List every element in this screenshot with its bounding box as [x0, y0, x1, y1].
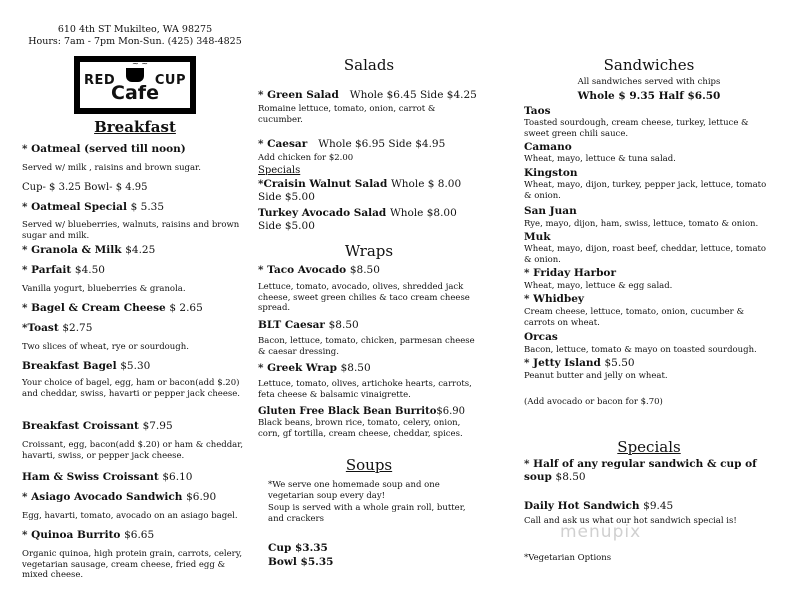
blt-caesar-item: BLT Caesar $8.50 [258, 319, 359, 331]
soup-bowl: Bowl $5.35 [268, 556, 334, 568]
addon-note: (Add avocado or bacon for $.70) [524, 397, 663, 407]
soup-cup: Cup $3.35 [268, 542, 328, 554]
croissant-item: Breakfast Croissant $7.95 [22, 420, 173, 432]
orcas-desc: Bacon, lettuce, tomato & mayo on toasted sourdough. [524, 345, 757, 355]
sandwiches-subtitle: All sandwiches served with chips [577, 77, 721, 87]
daily-hot-desc: Call and ask us what our hot sandwich special is! [524, 516, 737, 526]
column-breakfast [22, 0, 248, 580]
friday-harbor-desc: Wheat, mayo, lettuce & egg salad. [524, 281, 673, 291]
daily-hot-item: Daily Hot Sandwich $9.45 [524, 500, 674, 512]
parfait-desc: Vanilla yogurt, blueberries & granola. [22, 284, 186, 294]
salads-heading: Salads [343, 56, 395, 74]
kingston-desc: Wheat, mayo, dijon, turkey, pepper jack, lettuce, tomato & onion. [524, 180, 767, 201]
caesar-item: * Caesar Whole $6.95 Side $4.95 [258, 138, 446, 150]
soup-note-1: *We serve one homemade soup and one vegetarian soup every day! [268, 480, 440, 501]
soup-note-2: Soup is served with a whole grain roll, butter, and crackers [268, 503, 466, 524]
caesar-desc: Add chicken for $2.00 [258, 153, 354, 163]
croissant-desc: Croissant, egg, bacon(add $.20) or ham & cheddar, havarti, swiss, or pepper jack cheese. [22, 440, 244, 461]
oatmeal-desc: Served w/ milk , raisins and brown sugar. [22, 163, 201, 173]
address: 610 4th ST Mukilteo, WA 98275 [57, 24, 213, 35]
oatmeal-special-item: * Oatmeal Special $ 5.35 [22, 201, 165, 213]
quinoa-desc: Organic quinoa, high protein grain, carrots, celery, vegetarian sausage, cream cheese, fried egg & mixed cheese. [22, 549, 243, 580]
sandwiches-price-line: Whole $ 9.35 Half $6.50 [577, 90, 721, 102]
oatmeal-cup-bowl: Cup- $ 3.25 Bowl- $ 4.95 [22, 182, 148, 193]
camano-desc: Wheat, mayo, lettuce & tuna salad. [524, 154, 676, 164]
taco-avocado-item: * Taco Avocado $8.50 [258, 264, 380, 276]
half-special-item: * Half of any regular sandwich & cup of soup $8.50 [524, 458, 757, 483]
oatmeal-special-desc: Served w/ blueberries, walnuts, raisins and brown sugar and milk. [22, 220, 240, 241]
muk-desc: Wheat, mayo, dijon, roast beef, cheddar, lettuce, tomato & onion. [524, 244, 767, 265]
breakfast-bagel-desc: Your choice of bagel, egg, ham or bacon(add $.20) and cheddar, swiss, havarti or pepper jack cheese. [22, 378, 240, 399]
oatmeal-item: * Oatmeal (served till noon) [22, 143, 186, 155]
toast-item: *Toast $2.75 [22, 322, 93, 334]
quinoa-item: * Quinoa Burrito $6.65 [22, 529, 155, 541]
specials-heading: Specials [617, 438, 681, 456]
wraps-heading: Wraps [344, 242, 394, 260]
taos-desc: Toasted sourdough, cream cheese, turkey, lettuce & sweet green chili sauce. [524, 118, 749, 139]
asiago-desc: Egg, havarti, tomato, avocado on an asiago bagel. [22, 511, 238, 521]
greek-wrap-item: * Greek Wrap $8.50 [258, 362, 371, 374]
turkey-avocado-item: Turkey Avocado Salad Whole $8.00 Side $5.00 [258, 207, 457, 232]
san-juan-item: San Juan [524, 205, 577, 217]
kingston-item: Kingston [524, 167, 578, 179]
cup-icon [126, 68, 144, 82]
logo-text-cafe: Cafe [111, 82, 159, 104]
orcas-item: Orcas [524, 331, 558, 343]
address-block [22, 24, 248, 48]
salad-specials-label: Specials [258, 165, 301, 176]
granola-item: * Granola & Milk $4.25 [22, 244, 156, 256]
hours: Hours: 7am - 7pm Mon-Sun. (425) 348-4825 [28, 36, 242, 47]
green-salad-desc: Romaine lettuce, tomato, onion, carrot & cucumber. [258, 104, 436, 125]
jetty-island-desc: Peanut butter and jelly on wheat. [524, 371, 668, 381]
soups-heading: Soups [345, 456, 393, 474]
toast-desc: Two slices of wheat, rye or sourdough. [22, 342, 189, 352]
logo-text-cup: CUP [154, 73, 186, 88]
gf-burrito-item: Gluten Free Black Bean Burrito$6.90 [258, 406, 466, 417]
taos-item: Taos [524, 105, 551, 117]
friday-harbor-item: * Friday Harbor [524, 267, 616, 279]
whidbey-item: * Whidbey [524, 293, 585, 305]
jetty-island-item: * Jetty Island $5.50 [524, 357, 635, 369]
muk-item: Muk [524, 231, 551, 243]
blt-caesar-desc: Bacon, lettuce, tomato, chicken, parmesan cheese & caesar dressing. [258, 336, 475, 357]
ham-swiss-item: Ham & Swiss Croissant $6.10 [22, 471, 193, 483]
steam-icon: ~ ~ [132, 59, 148, 68]
vegetarian-note: *Vegetarian Options [524, 553, 612, 563]
taco-avocado-desc: Lettuce, tomato, avocado, olives, shredded jack cheese, sweet green chilies & taco cream cheese spread. [258, 282, 470, 313]
craisin-item: *Craisin Walnut Salad Whole $ 8.00 Side $5.00 [258, 178, 462, 203]
logo-text-red: RED [84, 73, 116, 88]
red-cup-cafe-logo [74, 56, 196, 114]
breakfast-heading: Breakfast [94, 118, 176, 136]
green-salad-item: * Green Salad Whole $6.45 Side $4.25 [258, 89, 477, 101]
whidbey-desc: Cream cheese, lettuce, tomato, onion, cucumber & carrots on wheat. [524, 307, 745, 328]
san-juan-desc: Rye, mayo, dijon, ham, swiss, lettuce, tomato & onion. [524, 219, 759, 229]
bagel-item: * Bagel & Cream Cheese $ 2.65 [22, 302, 203, 314]
sandwiches-heading: Sandwiches [603, 56, 695, 74]
breakfast-bagel-item: Breakfast Bagel $5.30 [22, 360, 151, 372]
camano-item: Camano [524, 141, 572, 153]
greek-wrap-desc: Lettuce, tomato, olives, artichoke hearts, carrots, feta cheese & balsamic vinaigrette. [258, 379, 472, 400]
parfait-item: * Parfait $4.50 [22, 264, 105, 276]
gf-burrito-desc: Black beans, brown rice, tomato, celery, onion, corn, gf tortilla, cream cheese, cheddar, spices. [258, 418, 463, 439]
menupix-watermark: menupix [560, 522, 642, 542]
asiago-item: * Asiago Avocado Sandwich $6.90 [22, 491, 217, 503]
